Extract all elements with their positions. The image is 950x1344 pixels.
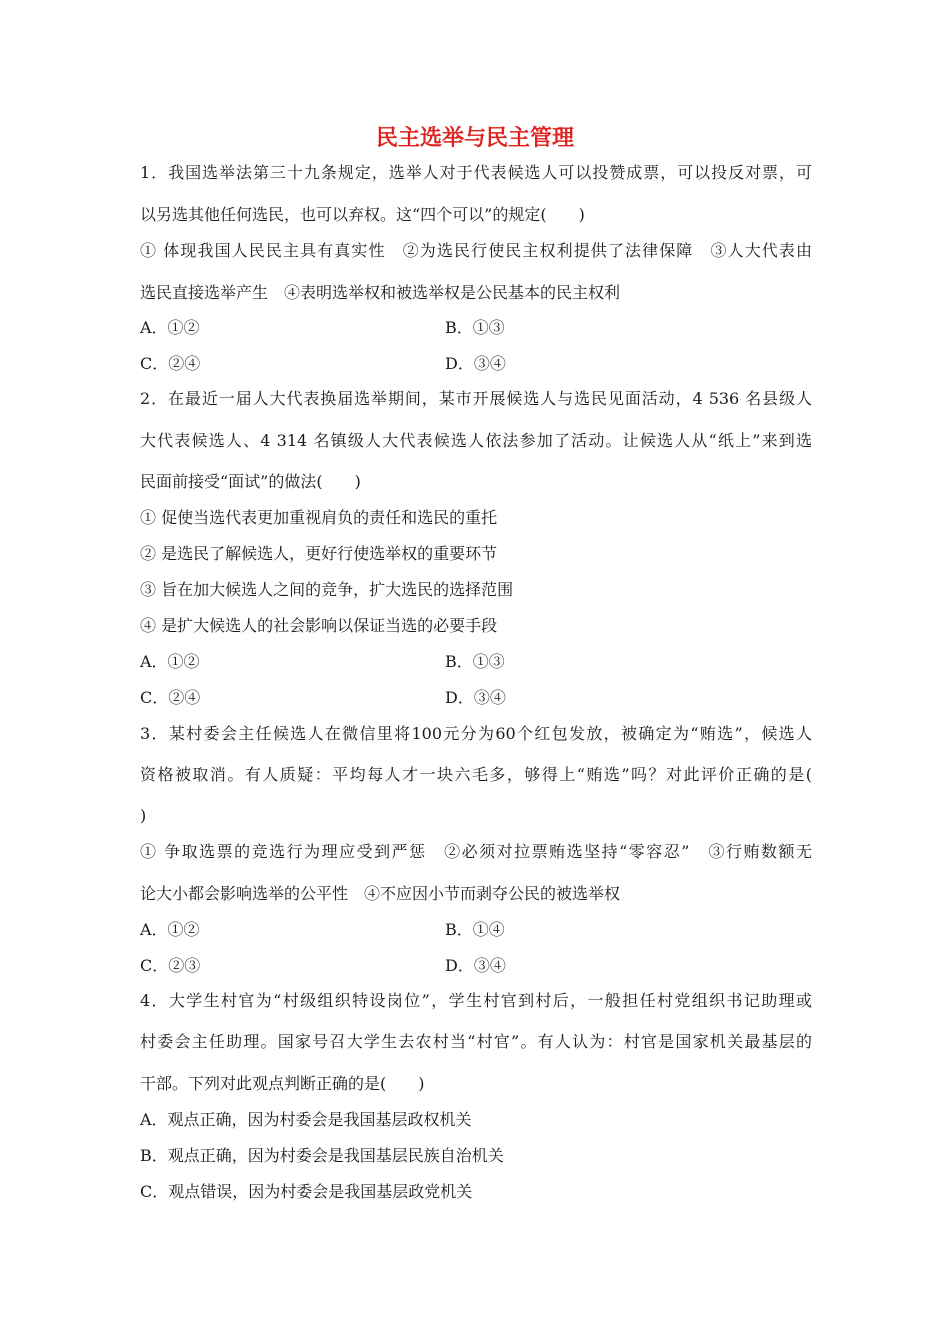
question-text-line: 大代表候选人、4 314 名镇级人大代表候选人依法参加了活动。让候选人从“纸上”来到选: [140, 431, 812, 450]
question-text-line: 1．我国选举法第三十九条规定，选举人对于代表候选人可以投赞成票，可以投反对票，可: [140, 163, 812, 182]
option-c: C．观点错误，因为村委会是我国基层政党机关: [140, 1182, 473, 1201]
option-b: B．观点正确，因为村委会是我国基层民族自治机关: [140, 1146, 504, 1165]
option-a: A．①②: [140, 920, 200, 939]
option-a: A．①②: [140, 652, 200, 671]
question-text-line: 论大小都会影响选举的公平性 ④不应因小节而剥夺公民的被选举权: [140, 884, 621, 903]
option-b: B．①④: [445, 920, 505, 939]
option-a: A．①②: [140, 318, 200, 337]
question-text-line: 资格被取消。有人质疑：平均每人才一块六毛多，够得上“贿选”吗？对此评价正确的是(: [140, 765, 812, 784]
question-text-line: ③ 旨在加大候选人之间的竞争，扩大选民的选择范围: [140, 580, 514, 599]
question-text-line: ① 促使当选代表更加重视肩负的责任和选民的重托: [140, 508, 498, 527]
question-text-line: 民面前接受“面试”的做法( ): [140, 472, 361, 491]
option-b: B．①③: [445, 652, 505, 671]
question-text-line: 以另选其他任何选民，也可以弃权。这“四个可以”的规定( ): [140, 205, 585, 224]
option-c: C．②③: [140, 956, 201, 975]
option-c: C．②④: [140, 354, 201, 373]
option-a: A．观点正确，因为村委会是我国基层政权机关: [140, 1110, 472, 1129]
option-d: D．③④: [445, 354, 506, 373]
question-text-line: ④ 是扩大候选人的社会影响以保证当选的必要手段: [140, 616, 498, 635]
page-title: 民主选举与民主管理: [375, 125, 574, 151]
option-d: D．③④: [445, 688, 506, 707]
question-text-line: 村委会主任助理。国家号召大学生去农村当“村官”。有人认为：村官是国家机关最基层的: [140, 1032, 812, 1051]
option-c: C．②④: [140, 688, 201, 707]
question-text-line: ② 是选民了解候选人，更好行使选举权的重要环节: [140, 544, 498, 563]
question-text-line: ① 争取选票的竞选行为理应受到严惩 ②必须对拉票贿选坚持“零容忍” ③行贿数额无: [140, 842, 812, 861]
question-text-line: 4．大学生村官为“村级组织特设岗位”，学生村官到村后，一般担任村党组织书记助理或: [140, 991, 812, 1010]
question-text-line: 3．某村委会主任候选人在微信里将100元分为60个红包发放，被确定为“贿选”，候选人: [140, 724, 812, 743]
question-text-line: 选民直接选举产生 ④表明选举权和被选举权是公民基本的民主权利: [140, 283, 621, 302]
option-b: B．①③: [445, 318, 505, 337]
question-text-line: 2．在最近一届人大代表换届选举期间，某市开展候选人与选民见面活动，4 536 名县级人: [140, 389, 812, 408]
question-text-line: 干部。下列对此观点判断正确的是( ): [140, 1074, 425, 1093]
question-text-line: ① 体现我国人民民主具有真实性 ②为选民行使民主权利提供了法律保障 ③人大代表由: [140, 241, 812, 260]
question-text-line: ): [140, 806, 147, 825]
option-d: D．③④: [445, 956, 506, 975]
